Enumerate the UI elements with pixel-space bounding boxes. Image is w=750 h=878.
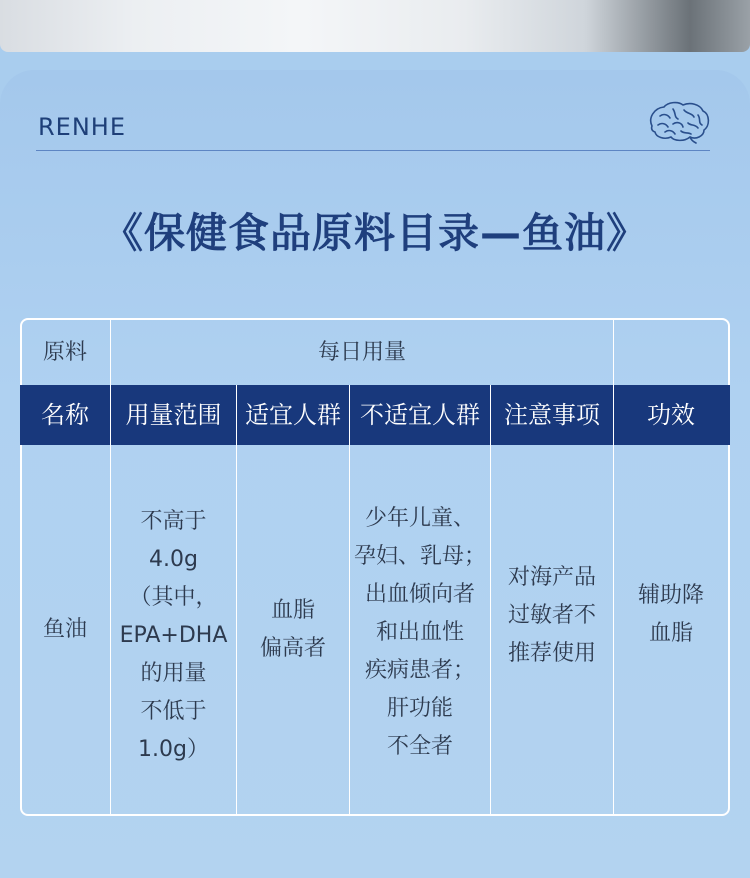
cell-name: 鱼油 (42, 616, 87, 642)
header-suitable-population: 适宜人群 (245, 401, 341, 429)
cell-notes: 对海产品 过敏者不 推荐使用 (507, 564, 596, 666)
divider-line (36, 150, 710, 151)
header-unsuitable-population: 不适宜人群 (360, 401, 480, 429)
table-cell-daily-dosage-label: 每日用量 (317, 339, 406, 365)
header-notes: 注意事项 (504, 401, 600, 429)
table-cell-material-label: 原料 (42, 339, 87, 365)
cell-effect: 辅助降 血脂 (637, 582, 704, 646)
header-dosage-range: 用量范围 (125, 401, 222, 429)
brand-name: RENHE (38, 113, 127, 141)
cell-suitable: 血脂 偏高者 (259, 597, 326, 661)
header-effect: 功效 (647, 401, 695, 429)
top-product-photo (0, 0, 750, 52)
header-name: 名称 (41, 401, 89, 429)
page-title: 《保健食品原料目录—鱼油》 (102, 209, 648, 257)
brain-icon (646, 100, 712, 144)
cell-unsuitable: 少年儿童、 孕妇、乳母； 出血倾向者 和出血性 疾病患者； 肝功能 不全者 (353, 505, 486, 759)
cell-dosage: 不高于 4.0g （其中， EPA+DHA 的用量 不低于 1.0g） (119, 508, 228, 762)
